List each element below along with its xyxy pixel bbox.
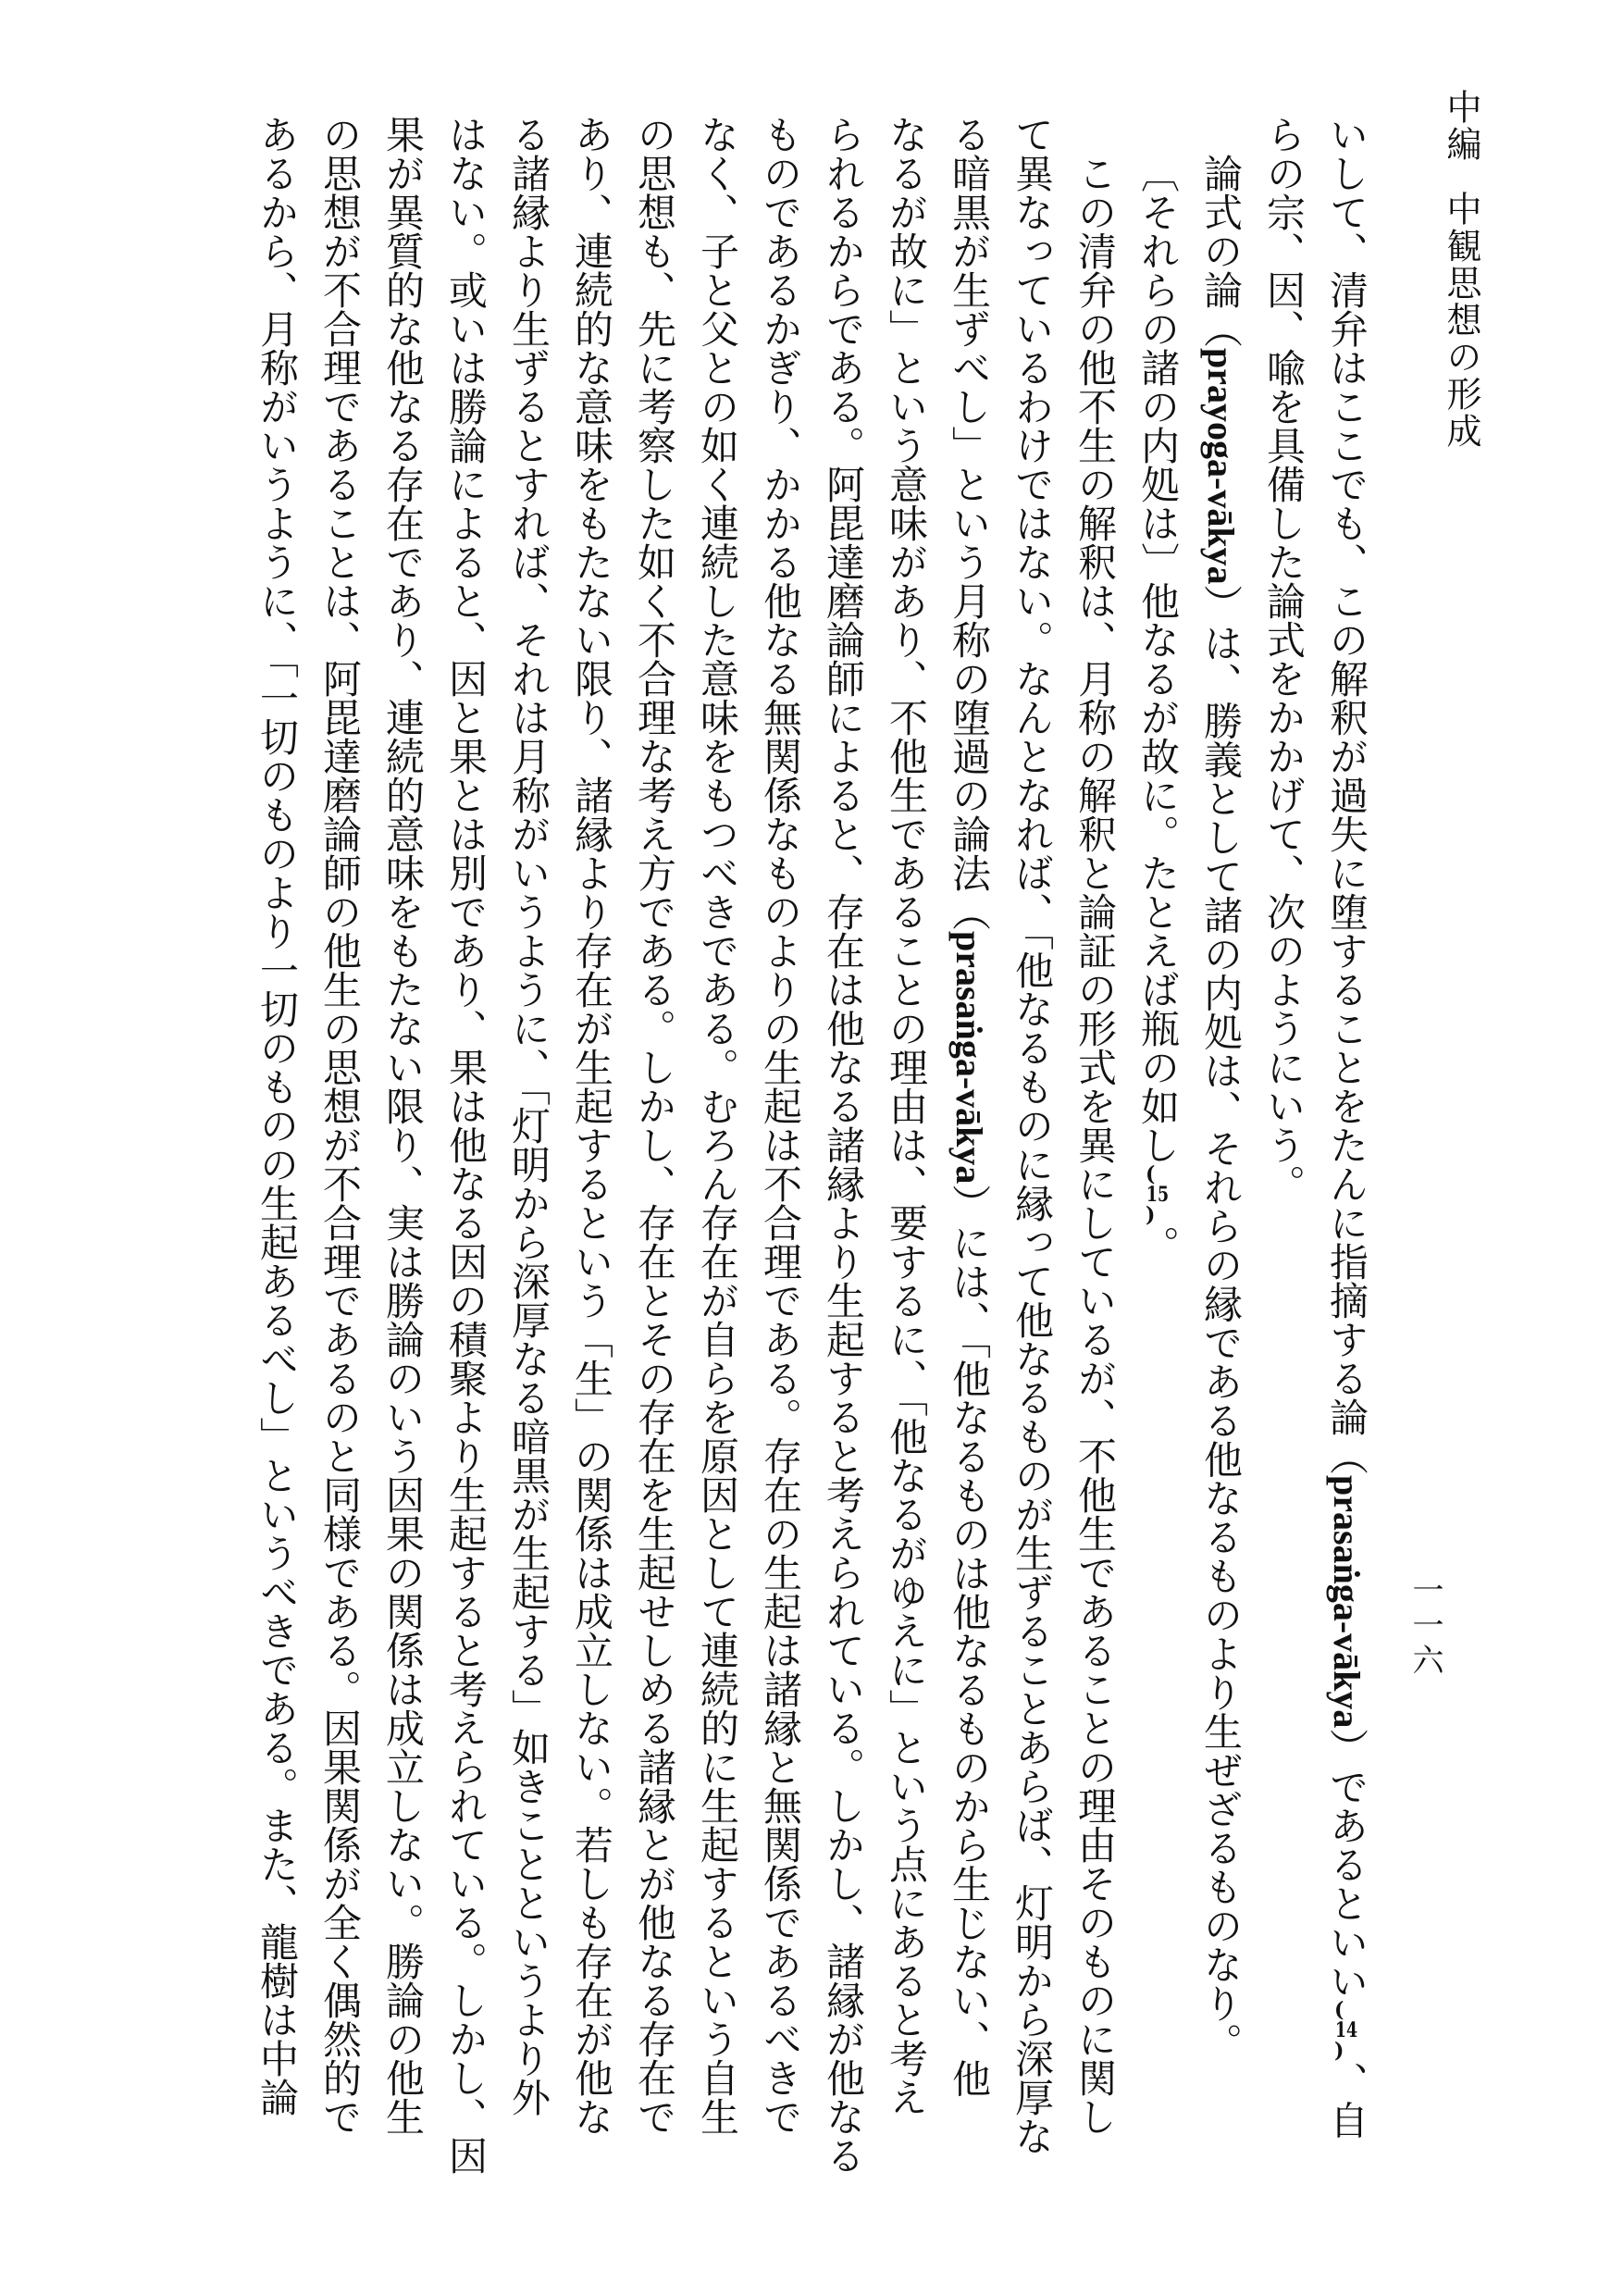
footnote-marker: ( 14 ) (1334, 2000, 1358, 2061)
text-run: ものであるかぎり、かかる他なる無関係なものよりの生起は不合理である。存在の生起は諸縁と無関係であるべきで (758, 115, 803, 2136)
text-run: この清弁の他不生の解釈は、月称の解釈と論証の形式を異にしているが、不他生であることの理由そのものに関し (1072, 154, 1118, 2136)
body-text (245, 115, 1378, 2175)
text-run: 。 (1135, 1225, 1181, 1264)
text-run: らの宗、因、喩を具備した論式をかかげて、次のようにいう。 (1261, 115, 1307, 1203)
quote-line (1126, 115, 1189, 2067)
running-header (1438, 89, 1484, 450)
page-number: 一一六 (1406, 1573, 1443, 1679)
sanskrit-term: prasaṅga-vākya (1326, 1475, 1368, 1729)
quote-line (1189, 115, 1252, 2067)
text-run: て異なっているわけではない。なんとなれば、「他なるものに縁って他なるものが生ずることあらば、灯明から深厚な (1010, 115, 1055, 2155)
text-run: 、自 (1324, 2061, 1369, 2140)
chapter-title: 中観思想の形成 (1441, 191, 1481, 450)
text-run: あり、連続的な意味をもたない限り、諸縁より存在が生起するという「生」の関係は成立しない。若しも存在が他な (569, 115, 614, 2136)
text-run: る諸縁より生ずるとすれば、それは月称がいうように、「灯明から深厚なる暗黒が生起する」如きことというより外 (506, 115, 551, 2116)
text-run: ）は、勝義として諸の内処は、それらの縁である他なるものより生ぜざるものなり。 (1198, 584, 1244, 2062)
text-line (245, 115, 308, 2116)
text-run: なく、子と父との如く連続した意味をもつべきである。むろん存在が自らを原因として連続的に生起するという自生 (695, 115, 740, 2136)
text-line (308, 115, 371, 2136)
text-line (749, 115, 812, 2136)
text-line (1315, 115, 1378, 2140)
text-run: の思想が不合理であることは、阿毘達磨論師の他生の思想が不合理であるのと同様である。因果関係が全く偶然的で (317, 115, 363, 2136)
text-line (686, 115, 749, 2136)
text-line (1252, 115, 1315, 2067)
text-run: いして、清弁はここでも、この解釈が過失に堕することをたんに指摘する論（ (1324, 115, 1369, 1475)
text-run: の思想も、先に考察した如く不合理な考え方である。しかし、存在とその存在を生起せしめる諸縁とが他なる存在で (632, 115, 677, 2136)
text-line (1063, 115, 1126, 2136)
text-run: はない。或いは勝論によると、因と果とは別であり、果は他なる因の積聚より生起すると考えられている。しかし、因 (443, 115, 489, 2175)
text-line (623, 115, 686, 2136)
text-run: 果が異質的な他なる存在であり、連続的意味をもたない限り、実は勝論のいう因果の関係は成立しない。勝論の他生 (380, 115, 426, 2136)
text-line (874, 115, 937, 2116)
text-line (1000, 115, 1063, 2155)
text-line (497, 115, 560, 2116)
sanskrit-term: prasaṅga-vākya (948, 931, 990, 1185)
text-run: あるから、月称がいうように、「一切のものより一切のものの生起あるべし」というべきである。また、龍樹は中論 (254, 115, 300, 2116)
text-line (371, 115, 434, 2136)
text-line (937, 115, 1000, 2098)
text-run: 論式の論（ (1198, 154, 1244, 348)
text-run: ）であるといい (1324, 1728, 1369, 2001)
text-line (434, 115, 497, 2175)
text-run: なるが故に」という意味があり、不他生であることの理由は、要するに、「他なるがゆえに」という点にあると考え (884, 115, 929, 2116)
text-run: ）には、「他なるものは他なるものから生じない、他 (947, 1184, 992, 2098)
text-line (812, 115, 874, 2175)
text-run: 〔それらの諸の内処は〕他なるが故に。たとえば瓶の如し (1135, 154, 1181, 1164)
sanskrit-term: prayoga-vākya (1200, 348, 1242, 585)
part-title: 中編 (1441, 89, 1481, 163)
text-run: られるからである。阿毘達磨論師によると、存在は他なる諸縁より生起すると考えられている。しかし、諸縁が他なる (821, 115, 866, 2175)
text-run: る暗黒が生ずべし」という月称の堕過の論法（ (947, 115, 992, 931)
text-line (560, 115, 623, 2136)
footnote-marker: ( 15 ) (1146, 1164, 1170, 1225)
